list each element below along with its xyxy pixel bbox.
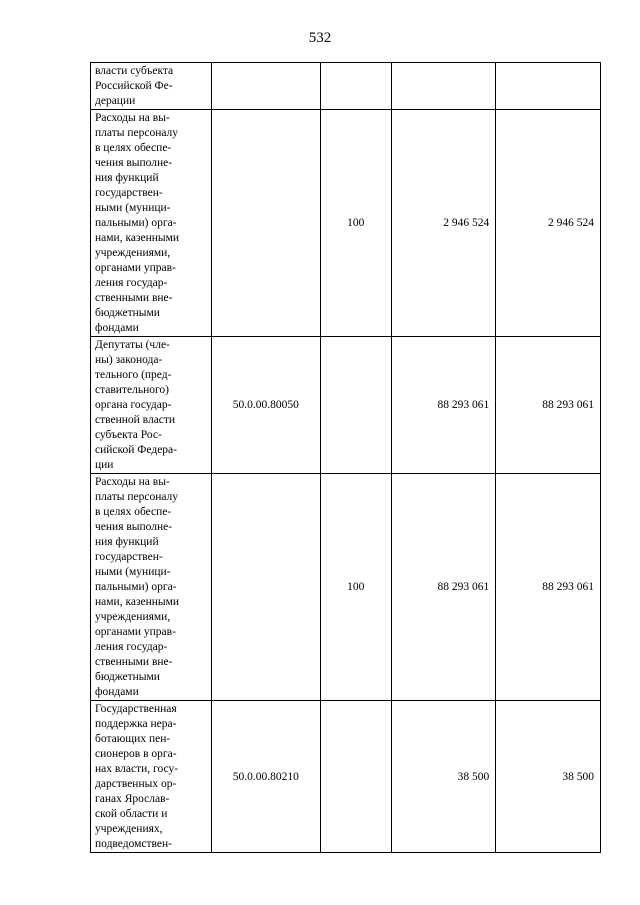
row-name-cell: Расходы на вы- платы персоналу в целях обеспе- чения выполне- ния функций государствен- ными (муници- пальными) орга- нами, казенными учреждениями, органами управ- ления государ- ственными вне- бюджетными фондами xyxy=(91,474,212,701)
table-row xyxy=(91,474,601,701)
amount-cell-2: 88 293 061 xyxy=(496,337,601,474)
page-number: 532 xyxy=(308,30,332,46)
table-row xyxy=(91,337,601,474)
amount-cell-1: 38 500 xyxy=(391,701,496,853)
expense-type-cell: 100 xyxy=(320,474,391,701)
amount-cell-1: 88 293 061 xyxy=(391,474,496,701)
amount-cell-2: 38 500 xyxy=(496,701,601,853)
target-code-cell: 50.0.00.80210 xyxy=(211,701,320,853)
target-code-cell xyxy=(211,63,320,110)
amount-cell-1: 88 293 061 xyxy=(391,337,496,474)
amount-cell-1: 2 946 524 xyxy=(391,110,496,337)
expense-type-cell xyxy=(320,337,391,474)
table-row xyxy=(91,110,601,337)
expense-type-cell xyxy=(320,701,391,853)
table-row xyxy=(91,63,601,110)
expense-type-cell xyxy=(320,63,391,110)
amount-cell-2 xyxy=(496,63,601,110)
row-name-cell: Государственная поддержка нера- ботающих пен- сионеров в орга- нах власти, госу- дарственных ор- ганах Ярослав- ской области и учреждениях, подведомствен- xyxy=(91,701,212,853)
table-row xyxy=(91,701,601,853)
budget-table xyxy=(90,62,601,853)
amount-cell-2: 88 293 061 xyxy=(496,474,601,701)
expense-type-cell: 100 xyxy=(320,110,391,337)
target-code-cell: 50.0.00.80050 xyxy=(211,337,320,474)
target-code-cell xyxy=(211,474,320,701)
target-code-cell xyxy=(211,110,320,337)
amount-cell-2: 2 946 524 xyxy=(496,110,601,337)
amount-cell-1 xyxy=(391,63,496,110)
row-name-cell: Расходы на вы- платы персоналу в целях обеспе- чения выполне- ния функций государствен- ными (муници- пальными) орга- нами, казенными учреждениями, органами управ- ления государ- ственными вне- бюджетными фондами xyxy=(91,110,212,337)
row-name-cell: власти субъекта Российской Фе- дерации xyxy=(91,63,212,110)
row-name-cell: Депутаты (чле- ны) законода- тельного (пред- ставительного) органа государ- ственной власти субъекта Рос- сийской Федера- ции xyxy=(91,337,212,474)
